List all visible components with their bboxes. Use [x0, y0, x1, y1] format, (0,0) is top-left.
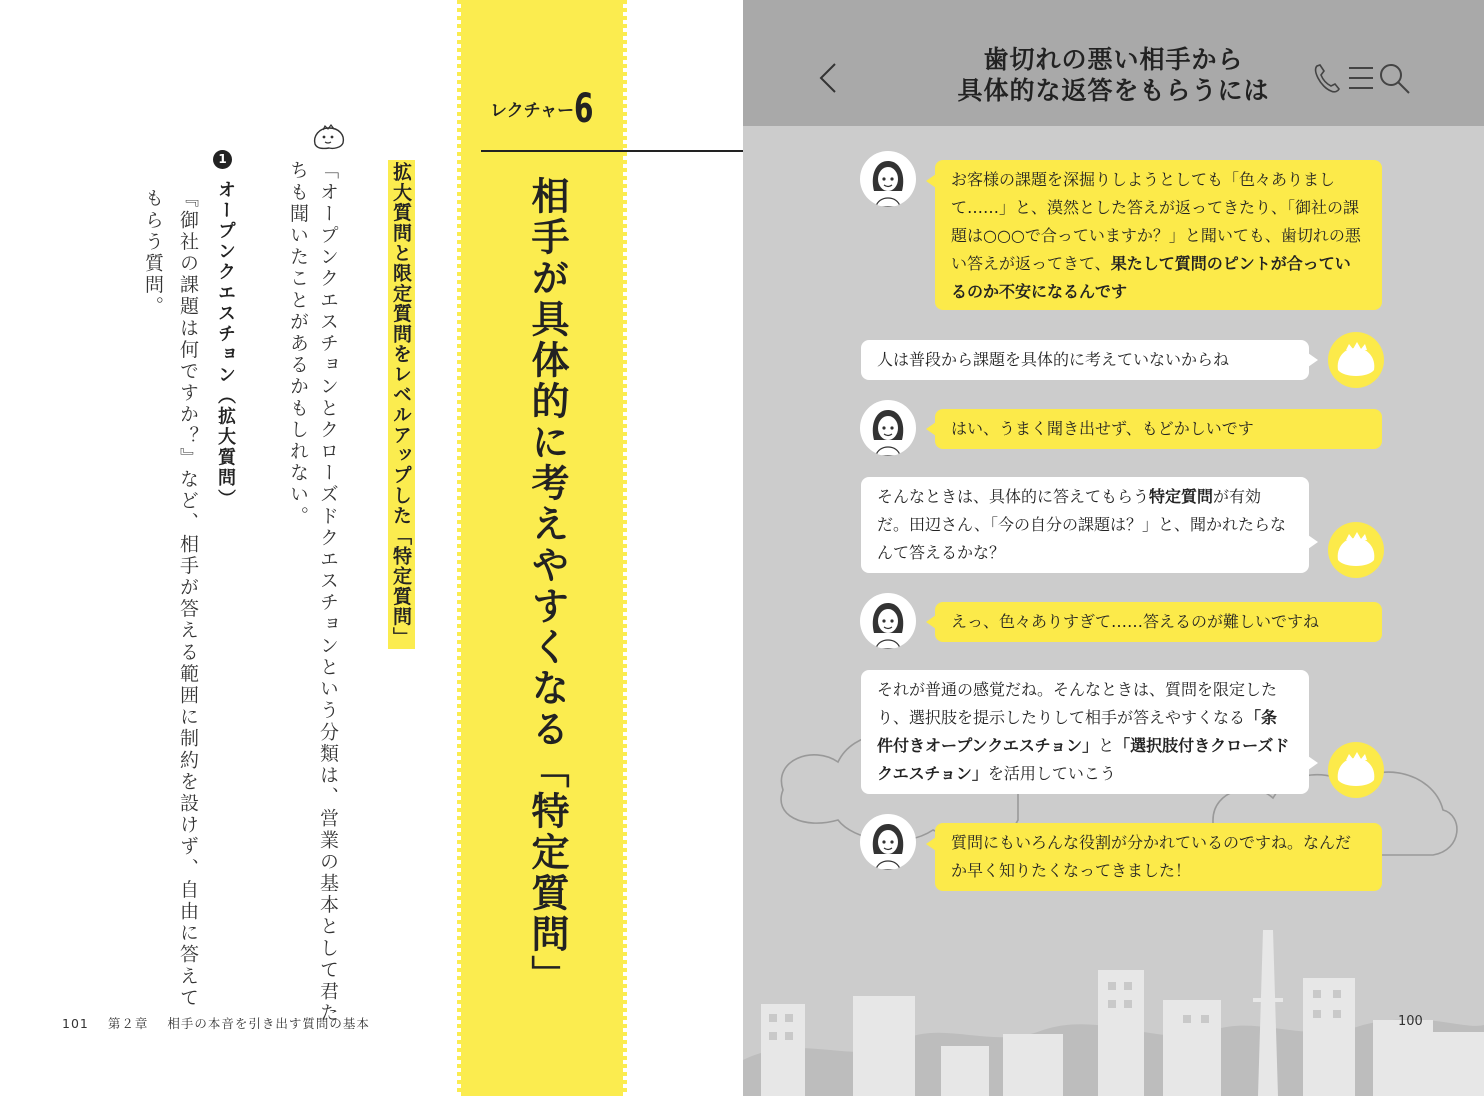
lecture-title: 相手が具体的に考えやすくなる「特定質問」 — [525, 176, 569, 996]
lecture-label: レクチャー — [490, 101, 575, 121]
woman-face-icon — [860, 400, 916, 456]
strip-edge-left — [457, 0, 461, 1096]
woman-face-icon — [860, 814, 916, 870]
chapter-number: 第２章 — [107, 1016, 149, 1031]
chapter-title: 相手の本音を引き出す質問の基本 — [167, 1016, 370, 1031]
menu-icon[interactable] — [1349, 68, 1373, 88]
chat-title-line-1: 歯切れの悪い相手から — [983, 45, 1244, 74]
message-6-text-mid: と — [1098, 736, 1115, 755]
left-footer — [62, 1014, 384, 1032]
woman-avatar — [860, 593, 916, 649]
mascot-icon — [311, 122, 347, 152]
paragraph-line-2: ちも聞いたことがあるかもしれない。 — [287, 160, 309, 528]
chat-title-line-2: 具体的な返答をもらうには — [957, 76, 1270, 105]
strip-edge-right — [623, 0, 627, 1096]
message-6-text-pre: それが普通の感覚だね。そんなときは、質問を限定したり、選択肢を提示したりして相手が答えやすくなる — [877, 680, 1278, 727]
mentor-avatar — [1328, 332, 1384, 388]
message-bubble-2 — [861, 340, 1309, 380]
message-2-text: 人は普段から課題を具体的に考えていないからね — [877, 350, 1230, 369]
message-bubble-4 — [861, 477, 1309, 573]
item-heading: オープンクエスチョン（拡大質問） — [215, 180, 236, 510]
title-rule — [481, 150, 743, 152]
woman-avatar — [860, 400, 916, 456]
item-number-badge: 1 — [213, 150, 232, 169]
page-number-left: 101 — [62, 1016, 89, 1031]
message-1-bold: 果たして質問のピントが合っているのか不安になるんです — [951, 254, 1351, 301]
mentor-avatar — [1328, 522, 1384, 578]
woman-face-icon — [860, 151, 916, 207]
message-1-text: お客様の課題を深掘りしようとしても「色々ありまして……」と、漠然とした答えが返ってきたり、「御社の課題は○○○で合っていますか？」と聞いても、歯切れの悪い答えが返ってきて、 — [951, 170, 1361, 273]
mentor-avatar — [1328, 742, 1384, 798]
header-icons — [1311, 60, 1415, 96]
message-bubble-7 — [935, 823, 1382, 891]
lecture-number: 6 — [574, 86, 594, 132]
woman-avatar — [860, 814, 916, 870]
section-subheading: 拡大質問と限定質問をレベルアップした「特定質問」 — [388, 160, 415, 649]
message-3-text: はい、うまく聞き出せず、もどかしいです — [951, 419, 1254, 438]
message-6-text-post: を活用していこう — [987, 764, 1116, 783]
mentor-face-icon — [1328, 332, 1384, 388]
item-line-1: 『御社の課題は何ですか？』など、相手が答える範囲に制約を設けず、自由に答えて — [177, 188, 199, 1009]
message-4-bold: 特定質問 — [1149, 487, 1214, 506]
woman-avatar — [860, 151, 916, 207]
search-icon[interactable] — [1381, 65, 1409, 93]
message-bubble-3 — [935, 409, 1382, 449]
mentor-face-icon — [1328, 742, 1384, 798]
city-skyline-illustration — [743, 920, 1484, 1096]
message-6-bold-1: 「条件付きオープンクエスチョン」 — [877, 708, 1278, 755]
message-7-text: 質問にもいろんな役割が分かれているのですね。なんだか早く知りたくなってきました！ — [951, 833, 1352, 880]
phone-icon[interactable] — [1316, 65, 1339, 92]
message-5-text: えっ、色々ありすぎて……答えるのが難しいですね — [951, 612, 1320, 631]
page-number-right: 100 — [1398, 1014, 1423, 1029]
chat-screen — [743, 0, 1484, 1096]
mentor-face-icon — [1328, 522, 1384, 578]
paragraph-line-1: 「オープンクエスチョンとクローズドクエスチョンという分類は、営業の基本として君た — [317, 160, 339, 1024]
message-bubble-1 — [935, 160, 1382, 310]
woman-face-icon — [860, 593, 916, 649]
message-6-bold-2: 「選択肢付きクローズドクエスチョン」 — [877, 736, 1290, 783]
message-4-text-post: が有効だ。田辺さん、「今の自分の課題は？」と、聞かれたらなんて答えるかな？ — [877, 487, 1286, 562]
message-4-text-pre: そんなときは、具体的に答えてもらう — [877, 487, 1150, 506]
item-line-2: もらう質問。 — [142, 188, 164, 318]
message-bubble-6 — [861, 670, 1309, 794]
message-bubble-5 — [935, 602, 1382, 642]
